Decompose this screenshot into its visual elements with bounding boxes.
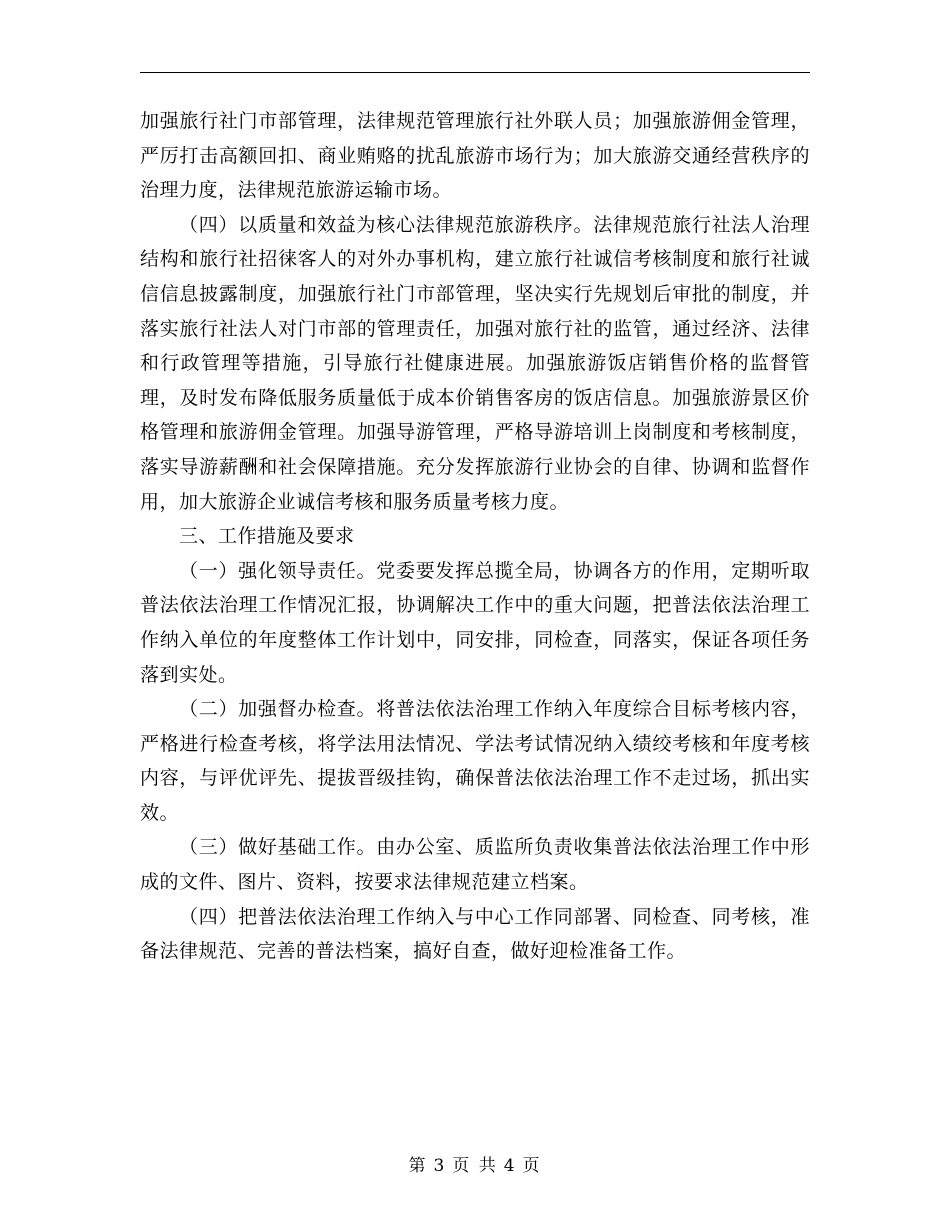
paragraph-6: （三）做好基础工作。由办公室、质监所负责收集普法依法治理工作中形成的文件、图片、资料，按要求法律规范建立档案。	[140, 836, 810, 894]
paragraph-2: （四）以质量和效益为核心法律规范旅游秩序。法律规范旅行社法人治理结构和旅行社招徕客人的对外办事机构，建立旅行社诚信考核制度和旅行社诚信信息披露制度，加强旅行社门市部管理，坚决实行先规划后审批的制度，并落实旅行社法人对门市部的管理责任，加强对旅行社的监管，通过经济、法律和行政管理等措施，引导旅行社健康进展。加强旅游饭店销售价格的监督管理，及时发布降低服务质量低于成本价销售客房的饭店信息。加强旅游景区价格管理和旅游佣金管理。加强导游管理，严格导游培训上岗制度和考核制度，落实导游薪酬和社会保障措施。充分发挥旅游行业协会的自律、协调和监督作用，加大旅游企业诚信考核和服务质量考核力度。	[140, 213, 810, 513]
footer-current-page: 3	[433, 1156, 447, 1176]
section-heading-3: 三、工作措施及要求	[179, 525, 355, 548]
paragraph-1: 加强旅行社门市部管理，法律规范管理旅行社外联人员；加强旅游佣金管理，严厉打击高额回扣、商业贿赂的扰乱旅游市场行为；加大旅游交通经营秩序的治理力度，法律规范旅游运输市场。	[140, 110, 810, 202]
footer-total-pages: 4	[503, 1156, 517, 1176]
body-text	[140, 104, 810, 969]
footer-mid: 页 共	[452, 1156, 498, 1176]
footer-suffix: 页	[522, 1156, 542, 1176]
footer-prefix: 第	[408, 1156, 428, 1176]
paragraph-5: （二）加强督办检查。将普法依法治理工作纳入年度综合目标考核内容，严格进行检查考核，将学法用法情况、学法考试情况纳入绩绞考核和年度考核内容，与评优评先、提拔晋级挂钩，确保普法依法治理工作不走过场，抓出实效。	[140, 698, 810, 824]
paragraph-7: （四）把普法依法治理工作纳入与中心工作同部署、同检查、同考核，准备法律规范、完善的普法档案，搞好自查，做好迎检准备工作。	[140, 905, 810, 963]
header-rule	[140, 72, 810, 73]
page-footer	[0, 1155, 950, 1177]
paragraph-4: （一）强化领导责任。党委要发挥总揽全局，协调各方的作用，定期听取普法依法治理工作情况汇报，协调解决工作中的重大问题，把普法依法治理工作纳入单位的年度整体工作计划中，同安排，同检查，同落实，保证各项任务落到实处。	[140, 559, 810, 686]
